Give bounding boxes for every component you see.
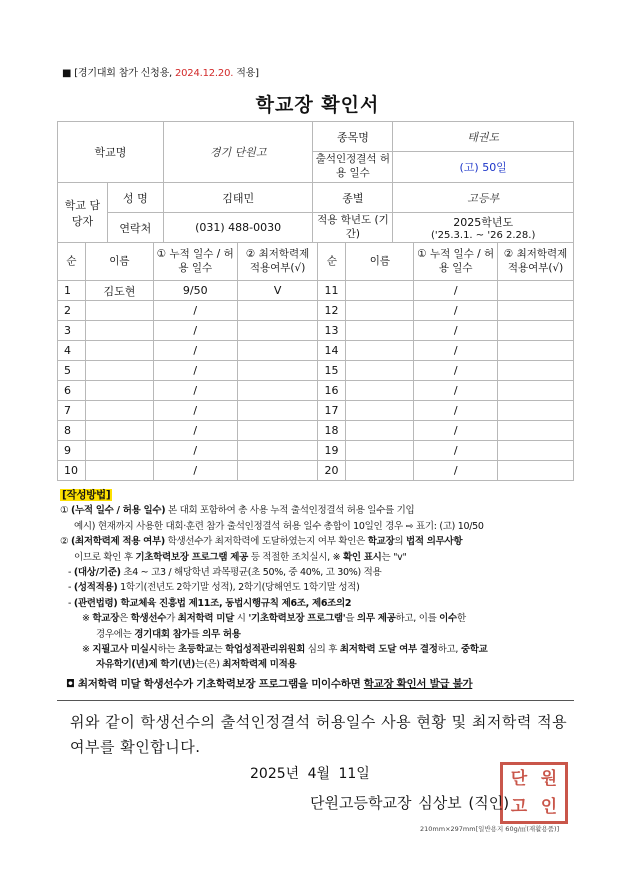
roster-days: / — [414, 341, 498, 361]
roster-no: 7 — [58, 401, 86, 421]
roster-days: / — [414, 361, 498, 381]
roster-name — [85, 361, 153, 381]
table-row — [58, 461, 574, 481]
year-period: ('25.3.1. ~ '26 2.28.) — [430, 230, 536, 241]
allowance-label: 출석인정결석 허용 일수 — [313, 152, 393, 183]
roster-name — [346, 381, 414, 401]
roster-min — [237, 441, 318, 461]
school-label: 학교명 — [58, 122, 164, 183]
roster-days: / — [153, 461, 237, 481]
roster-no: 8 — [58, 421, 86, 441]
roster-min — [498, 281, 574, 301]
event-label: 종목명 — [313, 122, 393, 152]
category-label: 종별 — [313, 183, 393, 213]
roster-no: 5 — [58, 361, 86, 381]
roster-min — [237, 301, 318, 321]
header-no: 순 — [318, 243, 346, 281]
roster-name — [85, 341, 153, 361]
confirm-date: 2025년 4월 11일 — [250, 766, 370, 782]
roster-no: 15 — [318, 361, 346, 381]
table-row — [58, 321, 574, 341]
method-line: 이므로 확인 후 기초학력보장 프로그램 제공 등 적절한 조치실시, ※ 확인 표시는 "v" — [74, 551, 407, 563]
roster-no: 20 — [318, 461, 346, 481]
header-name: 이름 — [346, 243, 414, 281]
header-days: ① 누적 일수 / 허용 일수 — [153, 243, 237, 281]
roster-days: / — [414, 461, 498, 481]
roster-no: 2 — [58, 301, 86, 321]
roster-min — [498, 321, 574, 341]
roster-min — [498, 441, 574, 461]
official-seal-icon: 단 원 고 인 — [500, 762, 568, 824]
page-title: 학교장 확인서 — [255, 94, 380, 116]
roster-days: / — [414, 321, 498, 341]
roster-days: / — [414, 401, 498, 421]
name-value: 김태민 — [163, 183, 313, 213]
method-line: - (대상/기준) 초4 ~ 고3 / 해당학년 과목평균(초 50%, 중 40%, 고 30%) 적용 — [68, 567, 382, 579]
roster-min — [498, 301, 574, 321]
manager-label: 학교 담당자 — [58, 183, 108, 243]
header-name: 이름 — [85, 243, 153, 281]
header-note: ■ [경기대회 참가 신청용, 2024.12.20. 적용] — [62, 68, 259, 79]
header-min: ② 최저학력제 적용여부(√) — [498, 243, 574, 281]
roster-days: / — [153, 361, 237, 381]
roster-name: 김도현 — [85, 281, 153, 301]
table-row — [58, 281, 574, 301]
roster-name — [346, 321, 414, 341]
roster-min — [498, 381, 574, 401]
roster-no: 10 — [58, 461, 86, 481]
roster-min — [237, 341, 318, 361]
header-days: ① 누적 일수 / 허용 일수 — [414, 243, 498, 281]
contact-label: 연락처 — [107, 213, 163, 243]
confirm-text: 위와 같이 학생선수의 출석인정결석 허용일수 사용 현황 및 최저학력 적용 여부를 확인합니다. — [70, 713, 568, 756]
roster-no: 3 — [58, 321, 86, 341]
roster-no: 16 — [318, 381, 346, 401]
roster-name — [85, 441, 153, 461]
roster-days: 9/50 — [153, 281, 237, 301]
method-note: ◘ 최저학력 미달 학생선수가 기초학력보장 프로그램을 미이수하면 학교장 확인서 발급 불가 — [66, 677, 473, 690]
roster-name — [346, 361, 414, 381]
roster-name — [346, 281, 414, 301]
name-label: 성 명 — [107, 183, 163, 213]
header-no: 순 — [58, 243, 86, 281]
table-row — [58, 421, 574, 441]
method-title: [작성방법] — [62, 489, 111, 501]
roster-name — [85, 301, 153, 321]
roster-days: / — [153, 321, 237, 341]
roster-no: 1 — [58, 281, 86, 301]
roster-min — [237, 401, 318, 421]
roster-no: 12 — [318, 301, 346, 321]
school-value: 경기 단원고 — [163, 122, 313, 183]
roster-table — [57, 242, 574, 481]
writing-method — [60, 488, 580, 692]
roster-min — [498, 341, 574, 361]
year-label: 적용 학년도 (기간) — [313, 213, 393, 243]
roster-no: 11 — [318, 281, 346, 301]
roster-no: 6 — [58, 381, 86, 401]
event-value: 태권도 — [393, 122, 574, 152]
method-line: 자유학기(년)제 학기(년)는(은) 최저학력제 미적용 — [96, 659, 297, 671]
divider — [57, 700, 574, 701]
roster-name — [346, 341, 414, 361]
roster-name — [85, 381, 153, 401]
method-line: 예시) 현재까지 사용한 대회·훈련 참가 출석인정결석 허용 일수 총합이 10일인 경우 ⇨ 표기: (고) 10/50 — [74, 520, 484, 532]
table-row — [58, 401, 574, 421]
roster-no: 9 — [58, 441, 86, 461]
roster-min — [498, 461, 574, 481]
method-line: 경우에는 경기대회 참가를 의무 허용 — [96, 628, 241, 640]
roster-name — [346, 401, 414, 421]
table-row — [58, 441, 574, 461]
roster-days: / — [153, 421, 237, 441]
roster-days: / — [153, 341, 237, 361]
roster-days: / — [414, 421, 498, 441]
roster-days: / — [153, 301, 237, 321]
roster-name — [346, 461, 414, 481]
roster-min — [237, 421, 318, 441]
info-table — [57, 121, 574, 243]
contact-value: (031) 488-0030 — [163, 213, 313, 243]
table-row — [58, 301, 574, 321]
roster-min — [498, 361, 574, 381]
roster-no: 4 — [58, 341, 86, 361]
roster-min — [237, 461, 318, 481]
roster-days: / — [153, 401, 237, 421]
roster-min — [237, 361, 318, 381]
roster-body — [58, 281, 574, 481]
roster-min — [237, 381, 318, 401]
year-value: 2025학년도 — [453, 216, 514, 229]
header-min: ② 최저학력제 적용여부(√) — [237, 243, 318, 281]
roster-no: 18 — [318, 421, 346, 441]
method-line: - (관련법령) 학교체육 진흥법 제11조, 동법시행규칙 제6조, 제6조의2 — [68, 597, 352, 609]
roster-no: 13 — [318, 321, 346, 341]
roster-no: 14 — [318, 341, 346, 361]
roster-min — [237, 321, 318, 341]
roster-name — [85, 401, 153, 421]
method-line: ※ 학교장은 학생선수가 최저학력 미달 시 '기초학력보장 프로그램'을 의무 제공하고, 이를 이수한 — [82, 613, 466, 625]
roster-name — [346, 421, 414, 441]
roster-name — [85, 321, 153, 341]
roster-days: / — [414, 281, 498, 301]
year-cell — [393, 213, 574, 243]
method-line: ※ 지필고사 미실시하는 초등학교는 학업성적관리위원회 심의 후 최저학력 도달 여부 결정하고, 중학교 — [82, 644, 488, 656]
roster-no: 19 — [318, 441, 346, 461]
roster-days: / — [153, 381, 237, 401]
allowance-value: (고) 50일 — [393, 152, 574, 183]
signer: 단원고등학교장 심상보 (직인) — [310, 794, 510, 812]
roster-no: 17 — [318, 401, 346, 421]
roster-min — [498, 421, 574, 441]
roster-name — [85, 421, 153, 441]
roster-days: / — [414, 441, 498, 461]
roster-name — [346, 301, 414, 321]
roster-name — [346, 441, 414, 461]
table-row — [58, 361, 574, 381]
roster-name — [85, 461, 153, 481]
table-row — [58, 341, 574, 361]
paper-spec: 210mm×297mm[일반용지 60g/㎡(재활용품)] — [420, 825, 560, 833]
method-line: - (성적적용) 1학기(전년도 2학기말 성적), 2학기(당해연도 1학기말 성적) — [68, 582, 360, 594]
roster-min: V — [237, 281, 318, 301]
roster-days: / — [414, 301, 498, 321]
method-line: ① (누적 일수 / 허용 일수) 본 대회 포함하여 총 사용 누적 출석인정결석 허용 일수를 기입 — [60, 505, 415, 517]
category-value: 고등부 — [393, 183, 574, 213]
method-line: ② (최저학력제 적용 여부) 학생선수가 최저학력에 도달하였는지 여부 확인은 학교장의 법적 의무사항 — [60, 536, 463, 548]
roster-days: / — [153, 441, 237, 461]
table-row — [58, 381, 574, 401]
roster-days: / — [414, 381, 498, 401]
roster-min — [498, 401, 574, 421]
